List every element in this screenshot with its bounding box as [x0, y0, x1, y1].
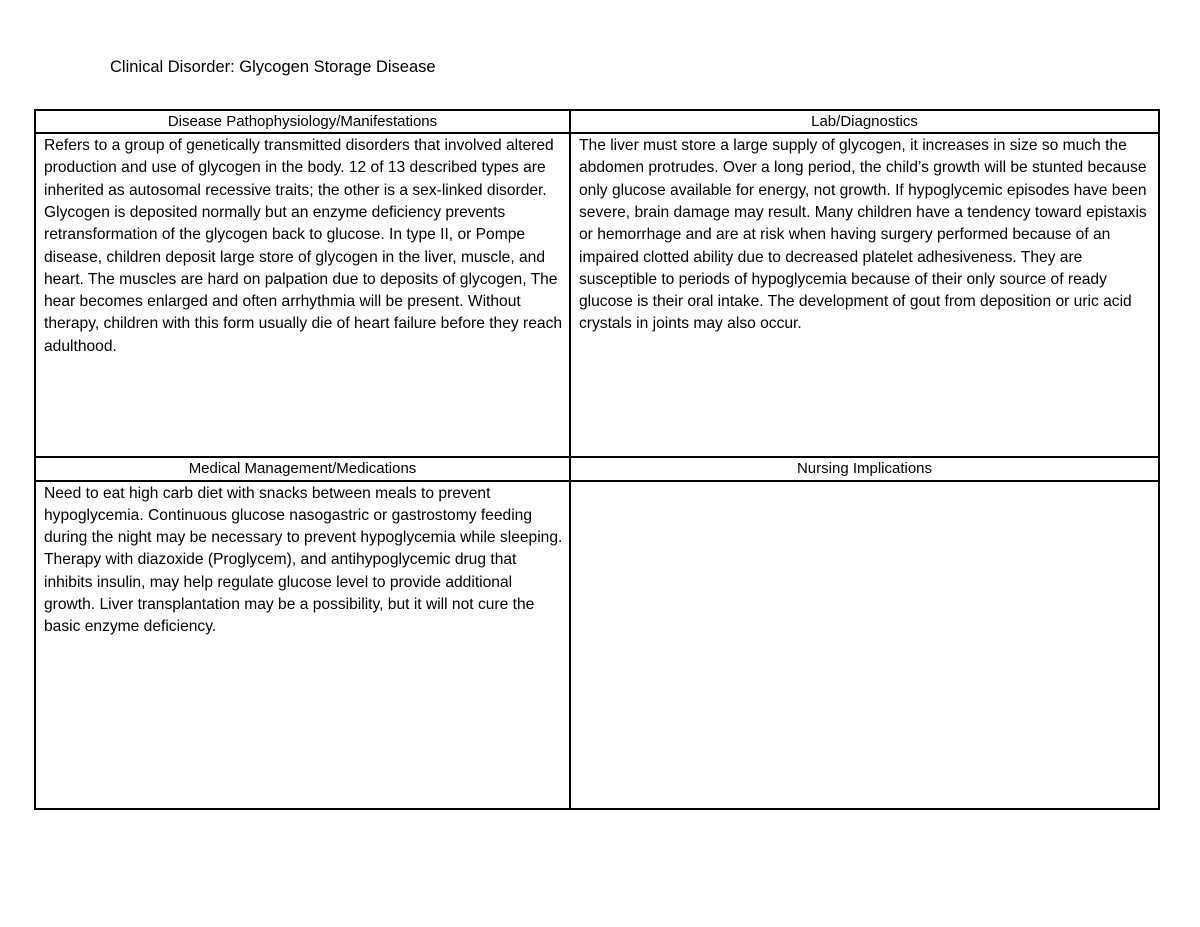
- table-header-row: [35, 457, 1159, 480]
- page-title: Clinical Disorder: Glycogen Storage Disease: [110, 58, 436, 76]
- care-plan-table: [34, 109, 1160, 810]
- medical-management-text: Need to eat high carb diet with snacks between meals to prevent hypoglycemia. Continuous glucose nasogastric or gastrostomy feeding during the night may be necessary to prevent hypoglycemia while sleeping. Therapy with diazoxide (Proglycem), and antihypoglycemic drug that inhibits insulin, may help regulate glucose level to provide additional growth. Liver transplantation may be a possibility, but it will not cure the basic enzyme deficiency.: [44, 484, 563, 636]
- pathophysiology-text: Refers to a group of genetically transmitted disorders that involved altered production and use of glycogen in the body. 12 of 13 described types are inherited as autosomal recessive traits; the other is a sex-linked disorder. Glycogen is deposited normally but an enzyme deficiency prevents retransformation of the glycogen back to glucose. In type II, or Pompe disease, children deposit large store of glycogen in the liver, muscle, and heart. The muscles are hard on palpation due to deposits of glycogen, The hear becomes enlarged and often arrhythmia will be present. Without therapy, children with this form usually die of heart failure before they reach adulthood.: [44, 137, 563, 355]
- nursing-implications-cell: [570, 481, 1159, 809]
- lab-diagnostics-cell: [570, 133, 1159, 457]
- lab-diagnostics-text: The liver must store a large supply of glycogen, it increases in size so much the abdomen protrudes. Over a long period, the child’s growth will be stunted because only glucose available for energy, not growth. If hypoglycemic episodes have been severe, brain damage may result. Many children have a tendency toward epistaxis or hemorrhage and are at risk when having surgery performed because of an impaired clotted ability due to decreased platelet adhesiveness. They are susceptible to periods of hypoglycemia because of their only source of ready glucose is their oral intake. The development of gout from deposition or uric acid crystals in joints may also occur.: [579, 137, 1147, 333]
- medical-management-cell: [35, 481, 570, 809]
- lab-diagnostics-header: Lab/Diagnostics: [570, 110, 1159, 133]
- medical-management-header: Medical Management/Medications: [35, 457, 570, 480]
- nursing-implications-header: Nursing Implications: [570, 457, 1159, 480]
- pathophysiology-header: Disease Pathophysiology/Manifestations: [35, 110, 570, 133]
- table-header-row: [35, 110, 1159, 133]
- table-row: [35, 133, 1159, 457]
- pathophysiology-cell: [35, 133, 570, 457]
- table-row: [35, 481, 1159, 809]
